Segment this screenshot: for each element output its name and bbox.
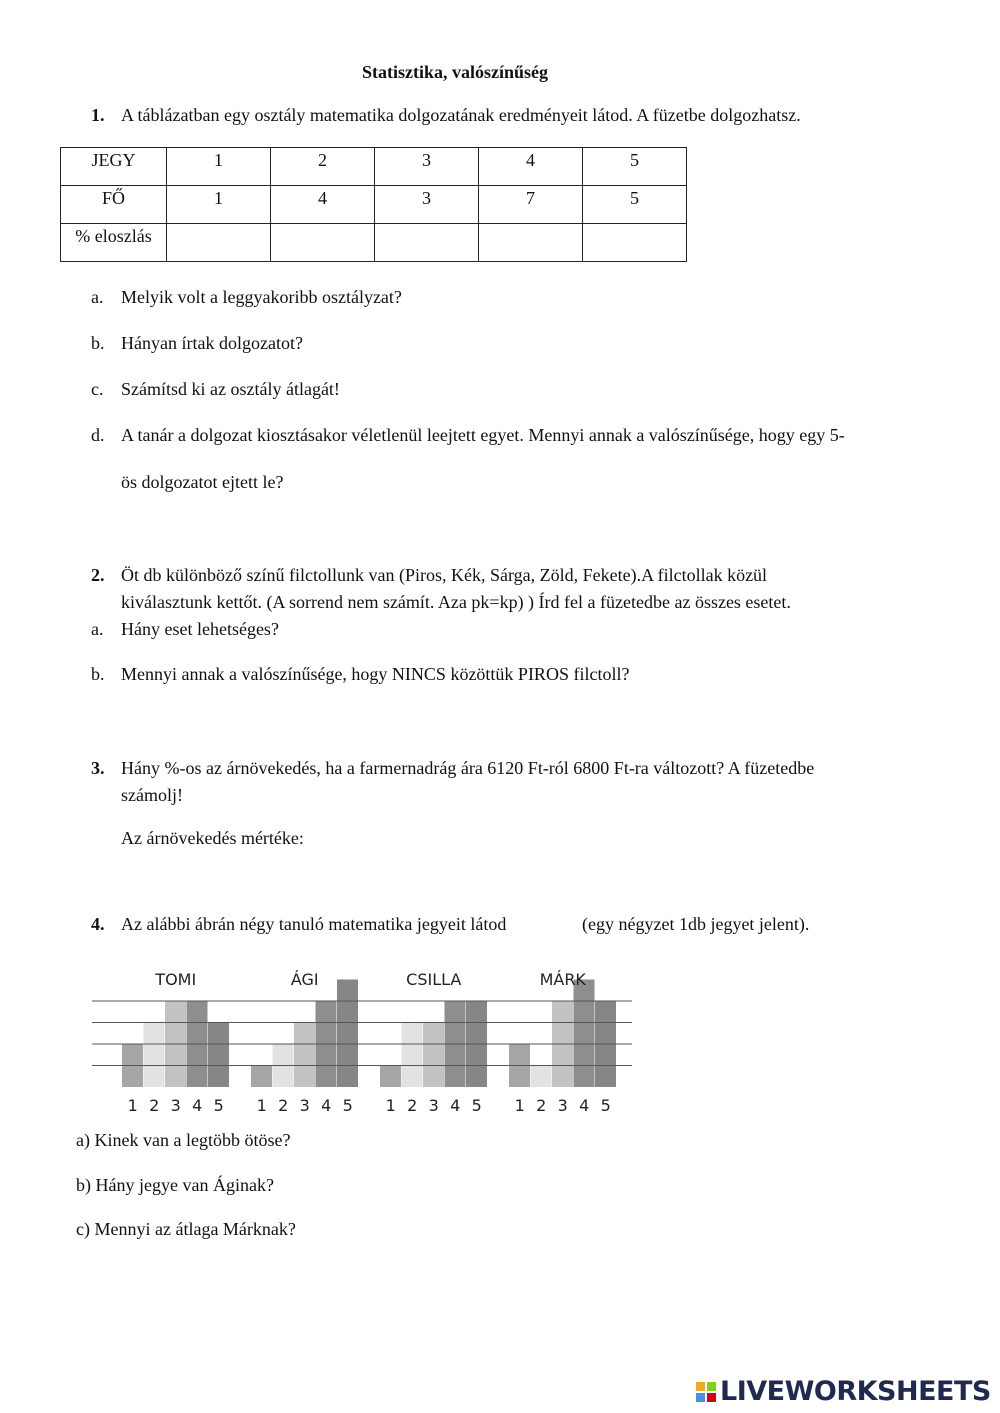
tick-label: 2 (407, 1096, 418, 1115)
tick-label: 3 (428, 1096, 439, 1115)
tick-label: 3 (299, 1096, 310, 1115)
tick-label: 2 (278, 1096, 289, 1115)
bar-tomi-grade-5 (208, 1023, 229, 1088)
item-text: Számítsd ki az osztály átlagát! (121, 379, 340, 399)
table-row (61, 186, 687, 224)
tick-label: 5 (471, 1096, 482, 1115)
table-row (61, 224, 687, 262)
series-label: TOMI (155, 970, 197, 989)
question-3-number: 3. (91, 758, 105, 778)
item-letter: a. (91, 619, 104, 639)
logo-cell (696, 1393, 705, 1402)
list-item (91, 379, 941, 403)
question-4-item-c: c) Mennyi az átlaga Márknak? (76, 1219, 296, 1239)
answer-label: Az árnövekedés mértéke: (121, 828, 304, 848)
tick-label: 1 (256, 1096, 267, 1115)
question-4-text: Az alábbi ábrán négy tanuló matematika jegyeit látod (121, 914, 507, 934)
tick-label: 4 (192, 1096, 203, 1115)
tick-label: 4 (579, 1096, 590, 1115)
item-letter: a. (91, 287, 104, 307)
question-2-line-1: Öt db különböző színű filctollunk van (Piros, Kék, Sárga, Zöld, Fekete).A filctollak közül (121, 565, 768, 585)
bar-csilla-grade-3 (423, 1023, 444, 1088)
answer-cell-2[interactable] (271, 224, 375, 262)
table-cell: 5 (583, 148, 687, 186)
item-text: Melyik volt a leggyakoribb osztályzat? (121, 287, 402, 307)
tick-label: 4 (321, 1096, 332, 1115)
series-label: CSILLA (406, 970, 462, 989)
bar-márk-grade-2 (531, 1066, 552, 1088)
item-text: Mennyi annak a valószínűsége, hogy NINCS közöttük PIROS filctoll? (121, 664, 630, 684)
tick-label: 5 (600, 1096, 611, 1115)
tick-label: 1 (385, 1096, 396, 1115)
list-item (91, 664, 941, 688)
table-cell: FŐ (61, 186, 167, 224)
question-1 (91, 105, 105, 126)
table-cell: 2 (271, 148, 375, 186)
liveworksheets-logo (696, 1376, 991, 1407)
question-1-number: 1. (91, 105, 105, 125)
question-1-text: A táblázatban egy osztály matematika dolgozatának eredményeit látod. A füzetbe dolgozhatsz. (121, 105, 801, 125)
question-2-line-2: kiválasztunk kettőt. (A sorrend nem számít. Aza pk=kp) ) Írd fel a füzetedbe az összes esetet. (121, 592, 791, 612)
logo-cell (696, 1382, 705, 1391)
tick-label: 5 (213, 1096, 224, 1115)
table-cell: JEGY (61, 148, 167, 186)
bar-ági-grade-5 (337, 980, 358, 1088)
answer-cell-3[interactable] (375, 224, 479, 262)
tick-label: 2 (149, 1096, 160, 1115)
item-letter: b. (91, 333, 105, 353)
answer-cell-4[interactable] (479, 224, 583, 262)
table-cell: 1 (167, 186, 271, 224)
table-cell: % eloszlás (61, 224, 167, 262)
bar-csilla-grade-2 (402, 1023, 423, 1088)
bar-ági-grade-1 (251, 1066, 272, 1088)
logo-text: LIVEWORKSHEETS (720, 1376, 991, 1407)
tick-label: 2 (536, 1096, 547, 1115)
table-cell: 4 (479, 148, 583, 186)
tick-label: 3 (557, 1096, 568, 1115)
table-cell: 3 (375, 148, 479, 186)
table-cell: 1 (167, 148, 271, 186)
answer-cell-5[interactable] (583, 224, 687, 262)
question-2-number: 2. (91, 565, 105, 585)
item-letter: b. (91, 664, 105, 684)
question-4-item-a: a) Kinek van a legtöbb ötöse? (76, 1130, 291, 1150)
bar-csilla-grade-1 (380, 1066, 401, 1088)
table-cell: 5 (583, 186, 687, 224)
logo-mark (696, 1382, 716, 1402)
bar-márk-grade-4 (574, 980, 595, 1088)
question-4-note: (egy négyzet 1db jegyet jelent). (582, 914, 810, 934)
item-text: Hány eset lehetséges? (121, 619, 279, 639)
question-4-item-b: b) Hány jegye van Áginak? (76, 1175, 274, 1195)
grades-table (60, 147, 687, 262)
page-title: Statisztika, valószínűség (361, 62, 548, 82)
bar-ági-grade-3 (294, 1023, 315, 1088)
tick-label: 1 (127, 1096, 138, 1115)
series-label: MÁRK (539, 970, 586, 989)
question-3-line-2: számolj! (121, 785, 183, 805)
list-item (91, 333, 941, 357)
answer-cell-1[interactable] (167, 224, 271, 262)
table-cell: 3 (375, 186, 479, 224)
item-text: A tanár a dolgozat kiosztásakor véletlenül leejtett egyet. Mennyi annak a valószínűsége, hogy egy 5- (121, 425, 845, 445)
tick-label: 5 (342, 1096, 353, 1115)
tick-label: 3 (170, 1096, 181, 1115)
tick-label: 1 (514, 1096, 525, 1115)
table-cell: 7 (479, 186, 583, 224)
list-item (91, 619, 941, 643)
tick-label: 4 (450, 1096, 461, 1115)
table-row (61, 148, 687, 186)
list-item (91, 287, 941, 311)
item-text: Hányan írtak dolgozatot? (121, 333, 303, 353)
item-continuation: ös dolgozatot ejtett le? (121, 472, 284, 492)
bar-tomi-grade-2 (144, 1023, 165, 1088)
item-letter: c. (91, 379, 104, 399)
grades-chart (80, 960, 640, 1120)
question-3-line-1: Hány %-os az árnövekedés, ha a farmernadrág ára 6120 Ft-ról 6800 Ft-ra változott? A füzetedbe (121, 758, 815, 778)
logo-cell (707, 1382, 716, 1391)
list-item (91, 425, 941, 449)
item-letter: d. (91, 425, 105, 445)
table-cell: 4 (271, 186, 375, 224)
logo-cell (707, 1393, 716, 1402)
question-4-number: 4. (91, 914, 105, 934)
series-label: ÁGI (290, 970, 319, 989)
